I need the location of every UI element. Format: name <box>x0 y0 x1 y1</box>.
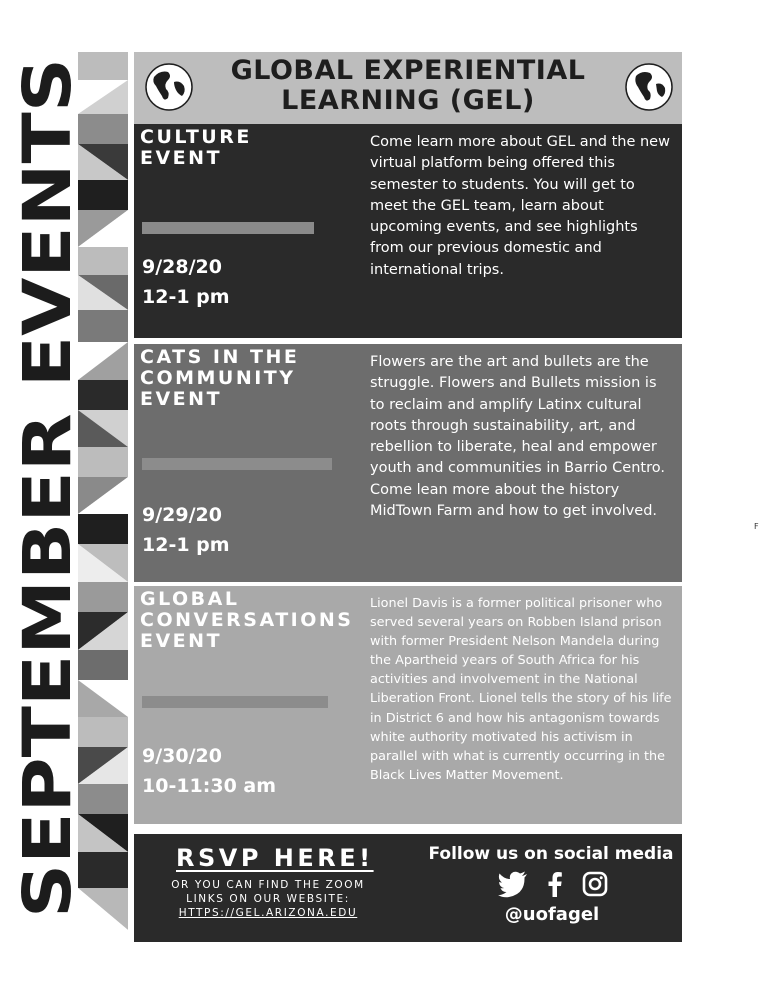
event-datetime <box>142 741 276 801</box>
event-card-global-conversations <box>134 586 682 824</box>
side-title-svg <box>9 50 86 920</box>
zoom-info-line: LINKS ON OUR WEBSITE: <box>186 893 350 905</box>
event-time: 12-1 pm <box>142 534 230 556</box>
event-date: 9/30/20 <box>142 745 222 767</box>
event-description: Lionel Davis is a former political prisoner who served several years on Robben Island prison with former President Nelson Mandela during the Apartheid years of South Africa for his activities and involvement in the National Liberation Front. Lionel tells the story of his life in District 6 and how his antagonism towards white authority motivated his activism in parallel with what is currently occurring in the Black Lives Matter Movement. <box>370 596 672 783</box>
decorative-bar <box>142 696 328 708</box>
social-handle: @uofagel <box>504 904 600 925</box>
event-title-line: CATS IN THE <box>140 346 300 368</box>
social-icons <box>498 872 608 900</box>
zoom-info-line: OR YOU CAN FIND THE ZOOM <box>171 879 365 891</box>
event-card-culture <box>134 124 682 338</box>
event-description: Come learn more about GEL and the new virtual platform being offered this semester to students. You will get to meet the GEL team, learn about upcoming events, and see highlights from our previous domestic and international trips. <box>370 134 670 278</box>
event-title-line: GLOBAL <box>140 588 240 610</box>
event-title-line: EVENT <box>140 147 223 169</box>
geometric-pattern-strip <box>78 52 128 930</box>
zoom-info <box>150 878 386 920</box>
rsvp-link[interactable]: RSVP HERE! <box>176 844 374 872</box>
stray-mark: F <box>754 522 759 531</box>
event-card-cats-in-the-community <box>134 344 682 582</box>
event-title-line: EVENT <box>140 388 223 410</box>
twitter-icon[interactable] <box>498 871 528 901</box>
page-title-line1: GLOBAL EXPERIENTIAL <box>230 55 586 86</box>
decorative-bar <box>142 458 332 470</box>
event-date: 9/28/20 <box>142 256 222 278</box>
event-title <box>140 589 370 652</box>
event-time: 12-1 pm <box>142 286 230 308</box>
event-title-line: CULTURE <box>140 126 252 148</box>
event-time: 10-11:30 am <box>142 775 277 797</box>
event-title <box>140 347 370 410</box>
page-title <box>194 56 622 116</box>
side-title-text: SEPTEMBER EVENTS <box>9 162 86 918</box>
page-title-line2: LEARNING (GEL) <box>281 85 535 116</box>
event-date: 9/29/20 <box>142 504 222 526</box>
event-title-line: COMMUNITY <box>140 367 296 389</box>
instagram-icon[interactable] <box>582 871 608 901</box>
follow-heading: Follow us on social media <box>428 844 674 864</box>
event-title-line: EVENT <box>140 630 223 652</box>
header-banner <box>134 52 682 124</box>
globe-icon <box>144 62 194 112</box>
event-description: Flowers are the art and bullets are the struggle. Flowers and Bullets mission is to reclaim and amplify Latinx cultural roots through sustainability, art, and rebellion to liberate, heal and empower youth and communities in Barrio Centro. Come lean more about the history MidTown Farm and how to get involved. <box>370 354 665 520</box>
decorative-bar <box>142 222 314 234</box>
event-datetime <box>142 500 230 560</box>
side-title <box>9 50 86 920</box>
event-datetime <box>142 252 230 312</box>
globe-icon <box>624 62 674 112</box>
facebook-icon[interactable] <box>547 871 563 901</box>
event-title <box>140 127 370 169</box>
event-title-line: CONVERSATIONS <box>140 609 354 631</box>
website-link[interactable]: HTTPS://GEL.ARIZONA.EDU <box>178 907 358 919</box>
footer-panel <box>134 834 682 942</box>
